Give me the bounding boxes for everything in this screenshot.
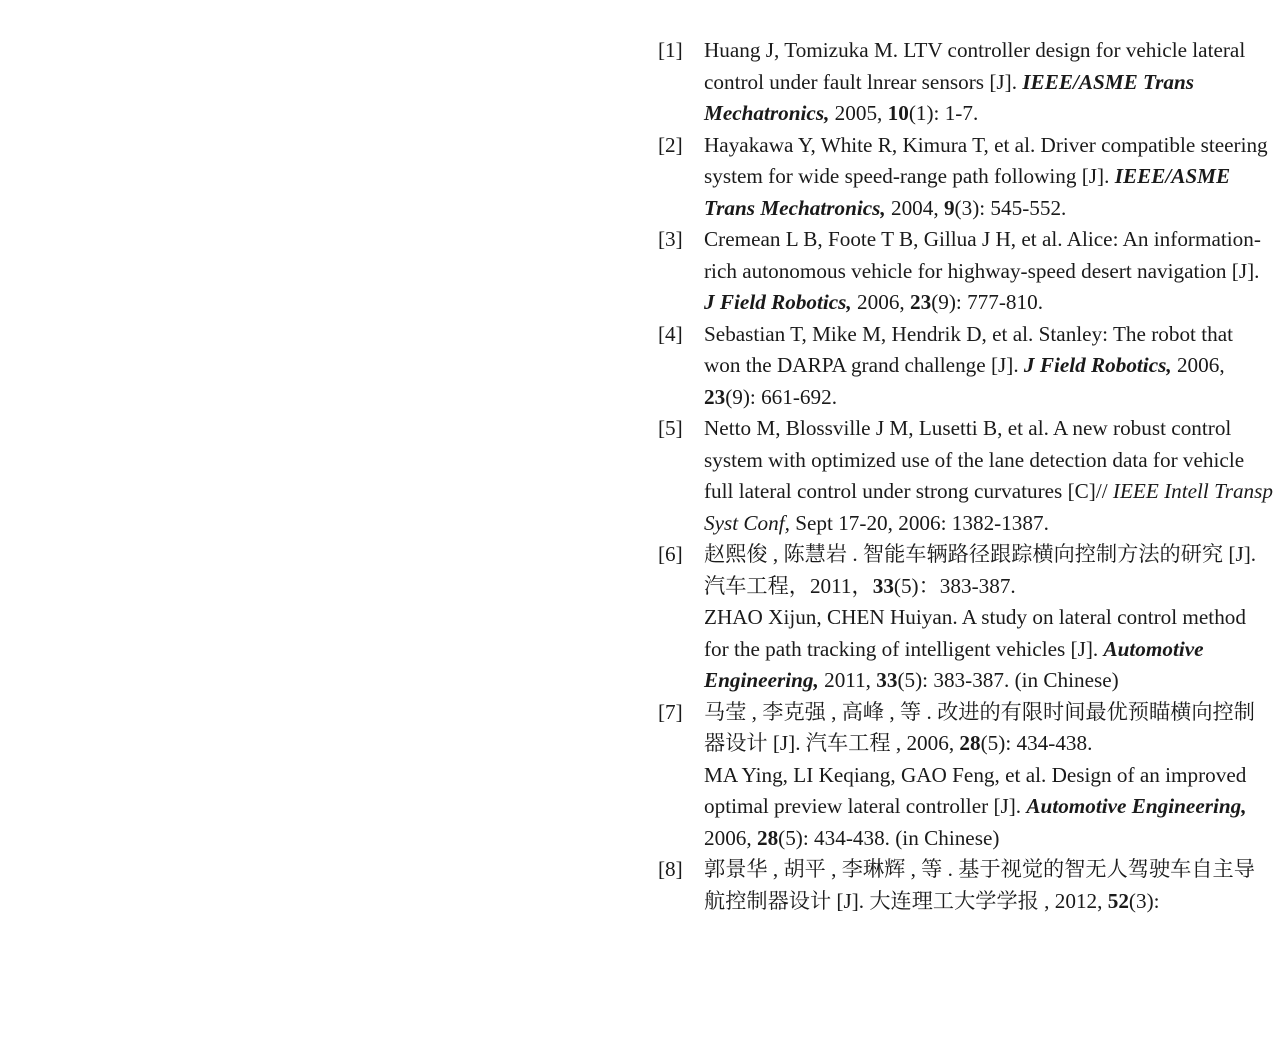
reference-segment: 赵熙俊 , 陈慧岩 . 智能车辆路径跟踪横向控制方法的研究 [J]. 汽车工程，2011， [704, 542, 1262, 598]
reference-text [704, 224, 1274, 319]
reference-segment: MA Ying, LI Keqiang, GAO Feng, et al. Design of an improved optimal preview lateral controller [J]. [704, 762, 1252, 818]
reference-segment: 2006, [1171, 353, 1230, 377]
reference-segment: (3): [1128, 888, 1160, 913]
volume-number: 28 [756, 825, 779, 850]
reference-segment: 2005, [829, 101, 888, 125]
reference-segment: Huang J, Tomizuka M. LTV controller design for vehicle lateral control under fault lnrear sensors [J]. [704, 38, 1251, 94]
reference-item [658, 854, 1274, 917]
reference-number: [4] [658, 321, 683, 346]
reference-segment: (3): 545-552. [954, 195, 1067, 220]
reference-segment: Sept 17-20, 2006: 1382-1387. [789, 510, 1049, 535]
conference-name: IEEE Intell Transp Syst Conf, [704, 479, 1279, 535]
reference-segment: 2004, [885, 195, 944, 220]
volume-number: 10 [887, 101, 909, 125]
reference-segment: (5)：383-387. [893, 573, 1016, 598]
reference-item [658, 413, 1279, 539]
reference-segment: (5): 434-438. (in Chinese) [778, 825, 1000, 850]
reference-item [658, 539, 1274, 697]
reference-number: [7] [658, 699, 683, 724]
reference-number: [3] [658, 227, 683, 251]
reference-text [704, 854, 1274, 917]
english-translation [704, 760, 1274, 855]
reference-segment: ZHAO Xijun, CHEN Huiyan. A study on lateral control method for the path tracking of intelligent vehicles [J]. [704, 605, 1252, 661]
reference-segment: (1): 1-7. [908, 101, 979, 125]
reference-number: [5] [658, 416, 683, 440]
reference-segment: (9): 661-692. [725, 384, 837, 409]
reference-number: [2] [658, 132, 683, 157]
reference-text [704, 413, 1279, 539]
volume-number: 23 [704, 384, 726, 409]
reference-text [704, 319, 1274, 414]
journal-name: Automotive Engineering, [1026, 794, 1247, 818]
reference-item [658, 224, 1274, 319]
reference-number: [8] [658, 857, 683, 881]
reference-item [658, 130, 1274, 225]
reference-segment: 2006, [704, 794, 1252, 850]
reference-item [658, 35, 1274, 130]
journal-name: IEEE/ASME Trans Mechatronics, [704, 164, 1236, 220]
reference-segment: Netto M, Blossville J M, Lusetti B, et al. A new robust control system with optimized use of the lane detection data for vehicle full lateral control under strong curvatures [C]// [704, 416, 1250, 503]
reference-item [658, 697, 1274, 855]
reference-segment: Sebastian T, Mike M, Hendrik D, et al. Stanley: The robot that won the DARPA grand challenge [J]. [704, 321, 1239, 377]
reference-number: [1] [658, 38, 683, 62]
reference-text [704, 130, 1274, 225]
volume-number: 9 [943, 195, 955, 220]
volume-number: 33 [872, 573, 894, 598]
reference-segment: 郭景华 , 胡平 , 李琳辉 , 等 . 基于视觉的智无人驾驶车自主导航控制器设计 [J]. 大连理工大学学报 , 2012, [704, 857, 1255, 913]
journal-name: J Field Robotics, [704, 290, 852, 314]
reference-segment: Hayakawa Y, White R, Kimura T, et al. Driver compatible steering system for wide speed-range path following [J]. [704, 132, 1273, 188]
reference-item [658, 319, 1274, 414]
reference-segment: (9): 777-810. [931, 290, 1043, 314]
reference-text [704, 539, 1274, 697]
journal-name: J Field Robotics, [1023, 353, 1172, 377]
volume-number: 28 [959, 731, 981, 755]
reference-list [658, 35, 1279, 917]
reference-segment: 2006, [851, 290, 910, 314]
volume-number: 23 [910, 290, 932, 314]
reference-segment: (5): 434-438. [980, 731, 1093, 755]
reference-text [704, 35, 1274, 130]
reference-segment: (5): 383-387. (in Chinese) [897, 668, 1119, 692]
reference-text [704, 697, 1274, 855]
reference-number: [6] [658, 542, 683, 566]
english-translation [704, 602, 1274, 697]
journal-name: Automotive Engineering, [704, 636, 1209, 692]
volume-number: 33 [876, 668, 898, 692]
journal-name: IEEE/ASME Trans Mechatronics, [704, 69, 1200, 125]
reference-segment: 马莹 , 李克强 , 高峰 , 等 . 改进的有限时间最优预瞄横向控制器设计 [J]. 汽车工程 , 2006, [704, 699, 1255, 755]
volume-number: 52 [1107, 888, 1129, 913]
reference-segment: 2011, [818, 668, 877, 692]
reference-segment: Cremean L B, Foote T B, Gillua J H, et al. Alice: An information-rich autonomous vehicle for highway-speed desert navigation [J]. [704, 227, 1265, 283]
